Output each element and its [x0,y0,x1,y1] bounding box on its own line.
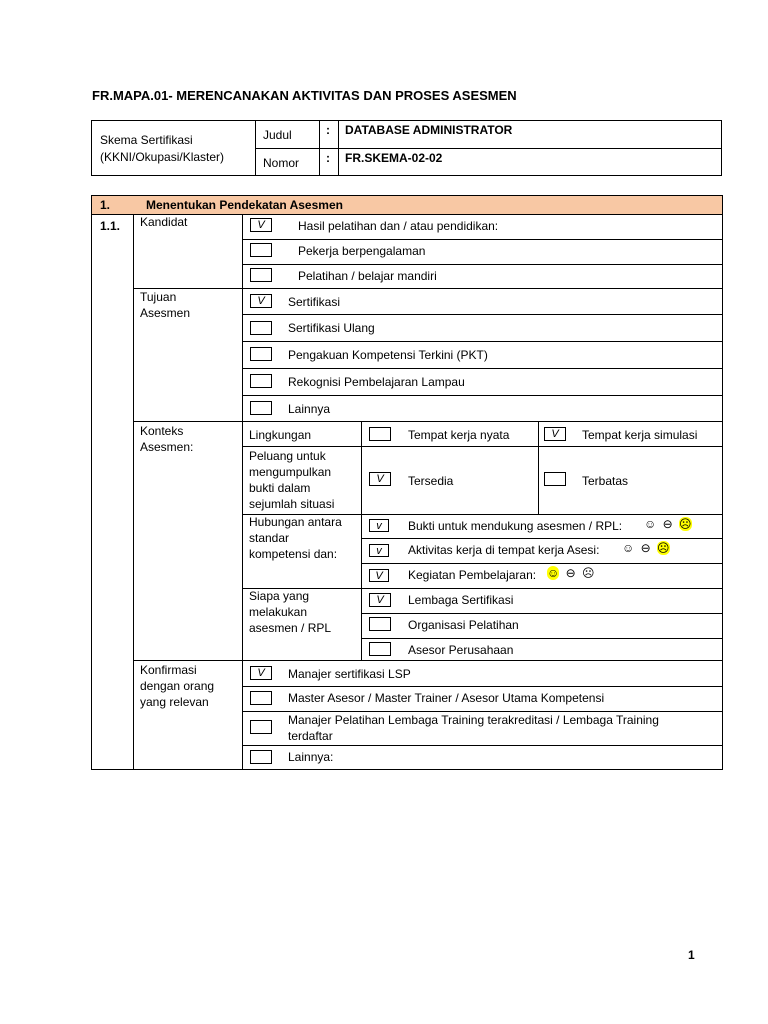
tujuan-option-5: Lainnya [288,402,331,416]
scheme-label [100,132,224,166]
lingkungan-checkbox-2[interactable]: V [544,427,566,441]
peluang-label [249,448,334,512]
siapa-label-line2: melakukan [249,605,308,619]
tujuan-label-line1: Tujuan [140,290,177,304]
konteks-label-line2: Asesmen: [140,440,194,454]
siapa-label-line1: Siapa yang [249,589,310,603]
siapa-checkbox-1[interactable]: V [369,593,391,607]
section-title: Menentukan Pendekatan Asesmen [146,198,343,212]
konfirmasi-option-3 [288,712,659,744]
lingkungan-option-1: Tempat kerja nyata [408,428,510,442]
hubungan-option-3: Kegiatan Pembelajaran: [408,568,537,582]
hubungan-option-1: Bukti untuk mendukung asesmen / RPL: [408,519,623,533]
rating-icons-2 [622,541,673,555]
subsection-number: 1.1. [100,219,121,233]
peluang-label-line3: bukti dalam [249,481,311,495]
section-number: 1. [100,198,111,212]
judul-colon: : [326,123,330,137]
nomor-colon: : [326,151,330,165]
document-title: FR.MAPA.01- MERENCANAKAN AKTIVITAS DAN PROSES ASESMEN [92,88,517,103]
kandidat-label: Kandidat [140,215,188,229]
konfirmasi-label-line2: dengan orang [140,679,215,693]
siapa-option-3: Asesor Perusahaan [408,643,514,657]
siapa-checkbox-2[interactable] [369,617,391,631]
section-header [92,196,722,215]
peluang-checkbox-2[interactable] [544,472,566,486]
siapa-option-2: Organisasi Pelatihan [408,618,519,632]
peluang-option-1: Tersedia [408,474,454,488]
tujuan-checkbox-5[interactable] [250,401,272,415]
smile-icon[interactable]: ☺ [547,566,560,580]
konteks-label-line1: Konteks [140,424,184,438]
page-number: 1 [688,948,695,962]
neutral-icon[interactable]: ⊖ [565,566,576,580]
konfirmasi-label [140,662,214,710]
smile-icon[interactable]: ☺ [622,541,635,555]
lingkungan-option-2: Tempat kerja simulasi [582,428,698,442]
kandidat-checkbox-2[interactable] [250,243,272,257]
lingkungan-checkbox-1[interactable] [369,427,391,441]
nomor-value: FR.SKEMA-02-02 [345,151,443,165]
neutral-icon[interactable]: ⊖ [662,517,673,531]
smile-icon[interactable]: ☺ [644,517,657,531]
konfirmasi-checkbox-1[interactable]: V [250,666,272,680]
kandidat-checkbox-1[interactable]: V [250,218,272,232]
hubungan-checkbox-2[interactable]: v [369,544,389,557]
konfirmasi-option-3-line2: terdaftar [288,729,333,743]
tujuan-checkbox-4[interactable] [250,374,272,388]
tujuan-checkbox-3[interactable] [250,347,272,361]
hubungan-label-line3: kompetensi dan: [249,547,338,561]
siapa-checkbox-3[interactable] [369,642,391,656]
hubungan-checkbox-1[interactable]: v [369,519,389,532]
hubungan-label-line1: Hubungan antara [249,515,342,529]
peluang-label-line2: mengumpulkan [249,465,332,479]
tujuan-option-1: Sertifikasi [288,295,341,309]
judul-label: Judul [263,128,292,142]
frown-icon[interactable]: ☹ [582,566,595,580]
hubungan-option-2: Aktivitas kerja di tempat kerja Asesi: [408,543,600,557]
peluang-label-line4: sejumlah situasi [249,497,335,511]
kandidat-checkbox-3[interactable] [250,268,272,282]
kandidat-option-3: Pelatihan / belajar mandiri [298,269,437,283]
konfirmasi-checkbox-4[interactable] [250,750,272,764]
scheme-header-table [91,120,722,176]
konfirmasi-label-line1: Konfirmasi [140,663,197,677]
scheme-label-line1: Skema Sertifikasi [100,133,193,147]
konfirmasi-label-line3: yang relevan [140,695,209,709]
tujuan-label [140,289,190,321]
rating-icons-1 [644,517,695,531]
nomor-label: Nomor [263,156,300,170]
scheme-label-line2: (KKNI/Okupasi/Klaster) [100,150,225,164]
siapa-label-line3: asesmen / RPL [249,621,332,635]
tujuan-option-3: Pengakuan Kompetensi Terkini (PKT) [288,348,488,362]
tujuan-checkbox-1[interactable]: V [250,294,272,308]
siapa-option-1: Lembaga Sertifikasi [408,593,514,607]
frown-icon[interactable]: ☹ [679,517,692,531]
tujuan-option-4: Rekognisi Pembelajaran Lampau [288,375,465,389]
hubungan-label-line2: standar [249,531,290,545]
rating-icons-3 [547,566,598,580]
assessment-approach-table [91,195,723,770]
hubungan-label [249,514,342,562]
kandidat-option-2: Pekerja berpengalaman [298,244,426,258]
kandidat-option-1: Hasil pelatihan dan / atau pendidikan: [298,219,499,233]
tujuan-checkbox-2[interactable] [250,321,272,335]
konfirmasi-option-1: Manajer sertifikasi LSP [288,667,411,681]
tujuan-label-line2: Asesmen [140,306,191,320]
peluang-option-2: Terbatas [582,474,629,488]
konfirmasi-option-2: Master Asesor / Master Trainer / Asesor Utama Kompetensi [288,691,605,705]
tujuan-option-2: Sertifikasi Ulang [288,321,375,335]
neutral-icon[interactable]: ⊖ [640,541,651,555]
peluang-label-line1: Peluang untuk [249,449,326,463]
konfirmasi-checkbox-3[interactable] [250,720,272,734]
konteks-label [140,423,193,455]
lingkungan-label: Lingkungan [249,428,312,442]
konfirmasi-option-4: Lainnya: [288,750,334,764]
siapa-label [249,588,331,636]
frown-icon[interactable]: ☹ [657,541,670,555]
judul-value: DATABASE ADMINISTRATOR [345,123,513,137]
hubungan-checkbox-3[interactable]: V [369,569,389,582]
peluang-checkbox-1[interactable]: V [369,472,391,486]
konfirmasi-checkbox-2[interactable] [250,691,272,705]
konfirmasi-option-3-line1: Manajer Pelatihan Lembaga Training terakreditasi / Lembaga Training [288,713,659,727]
